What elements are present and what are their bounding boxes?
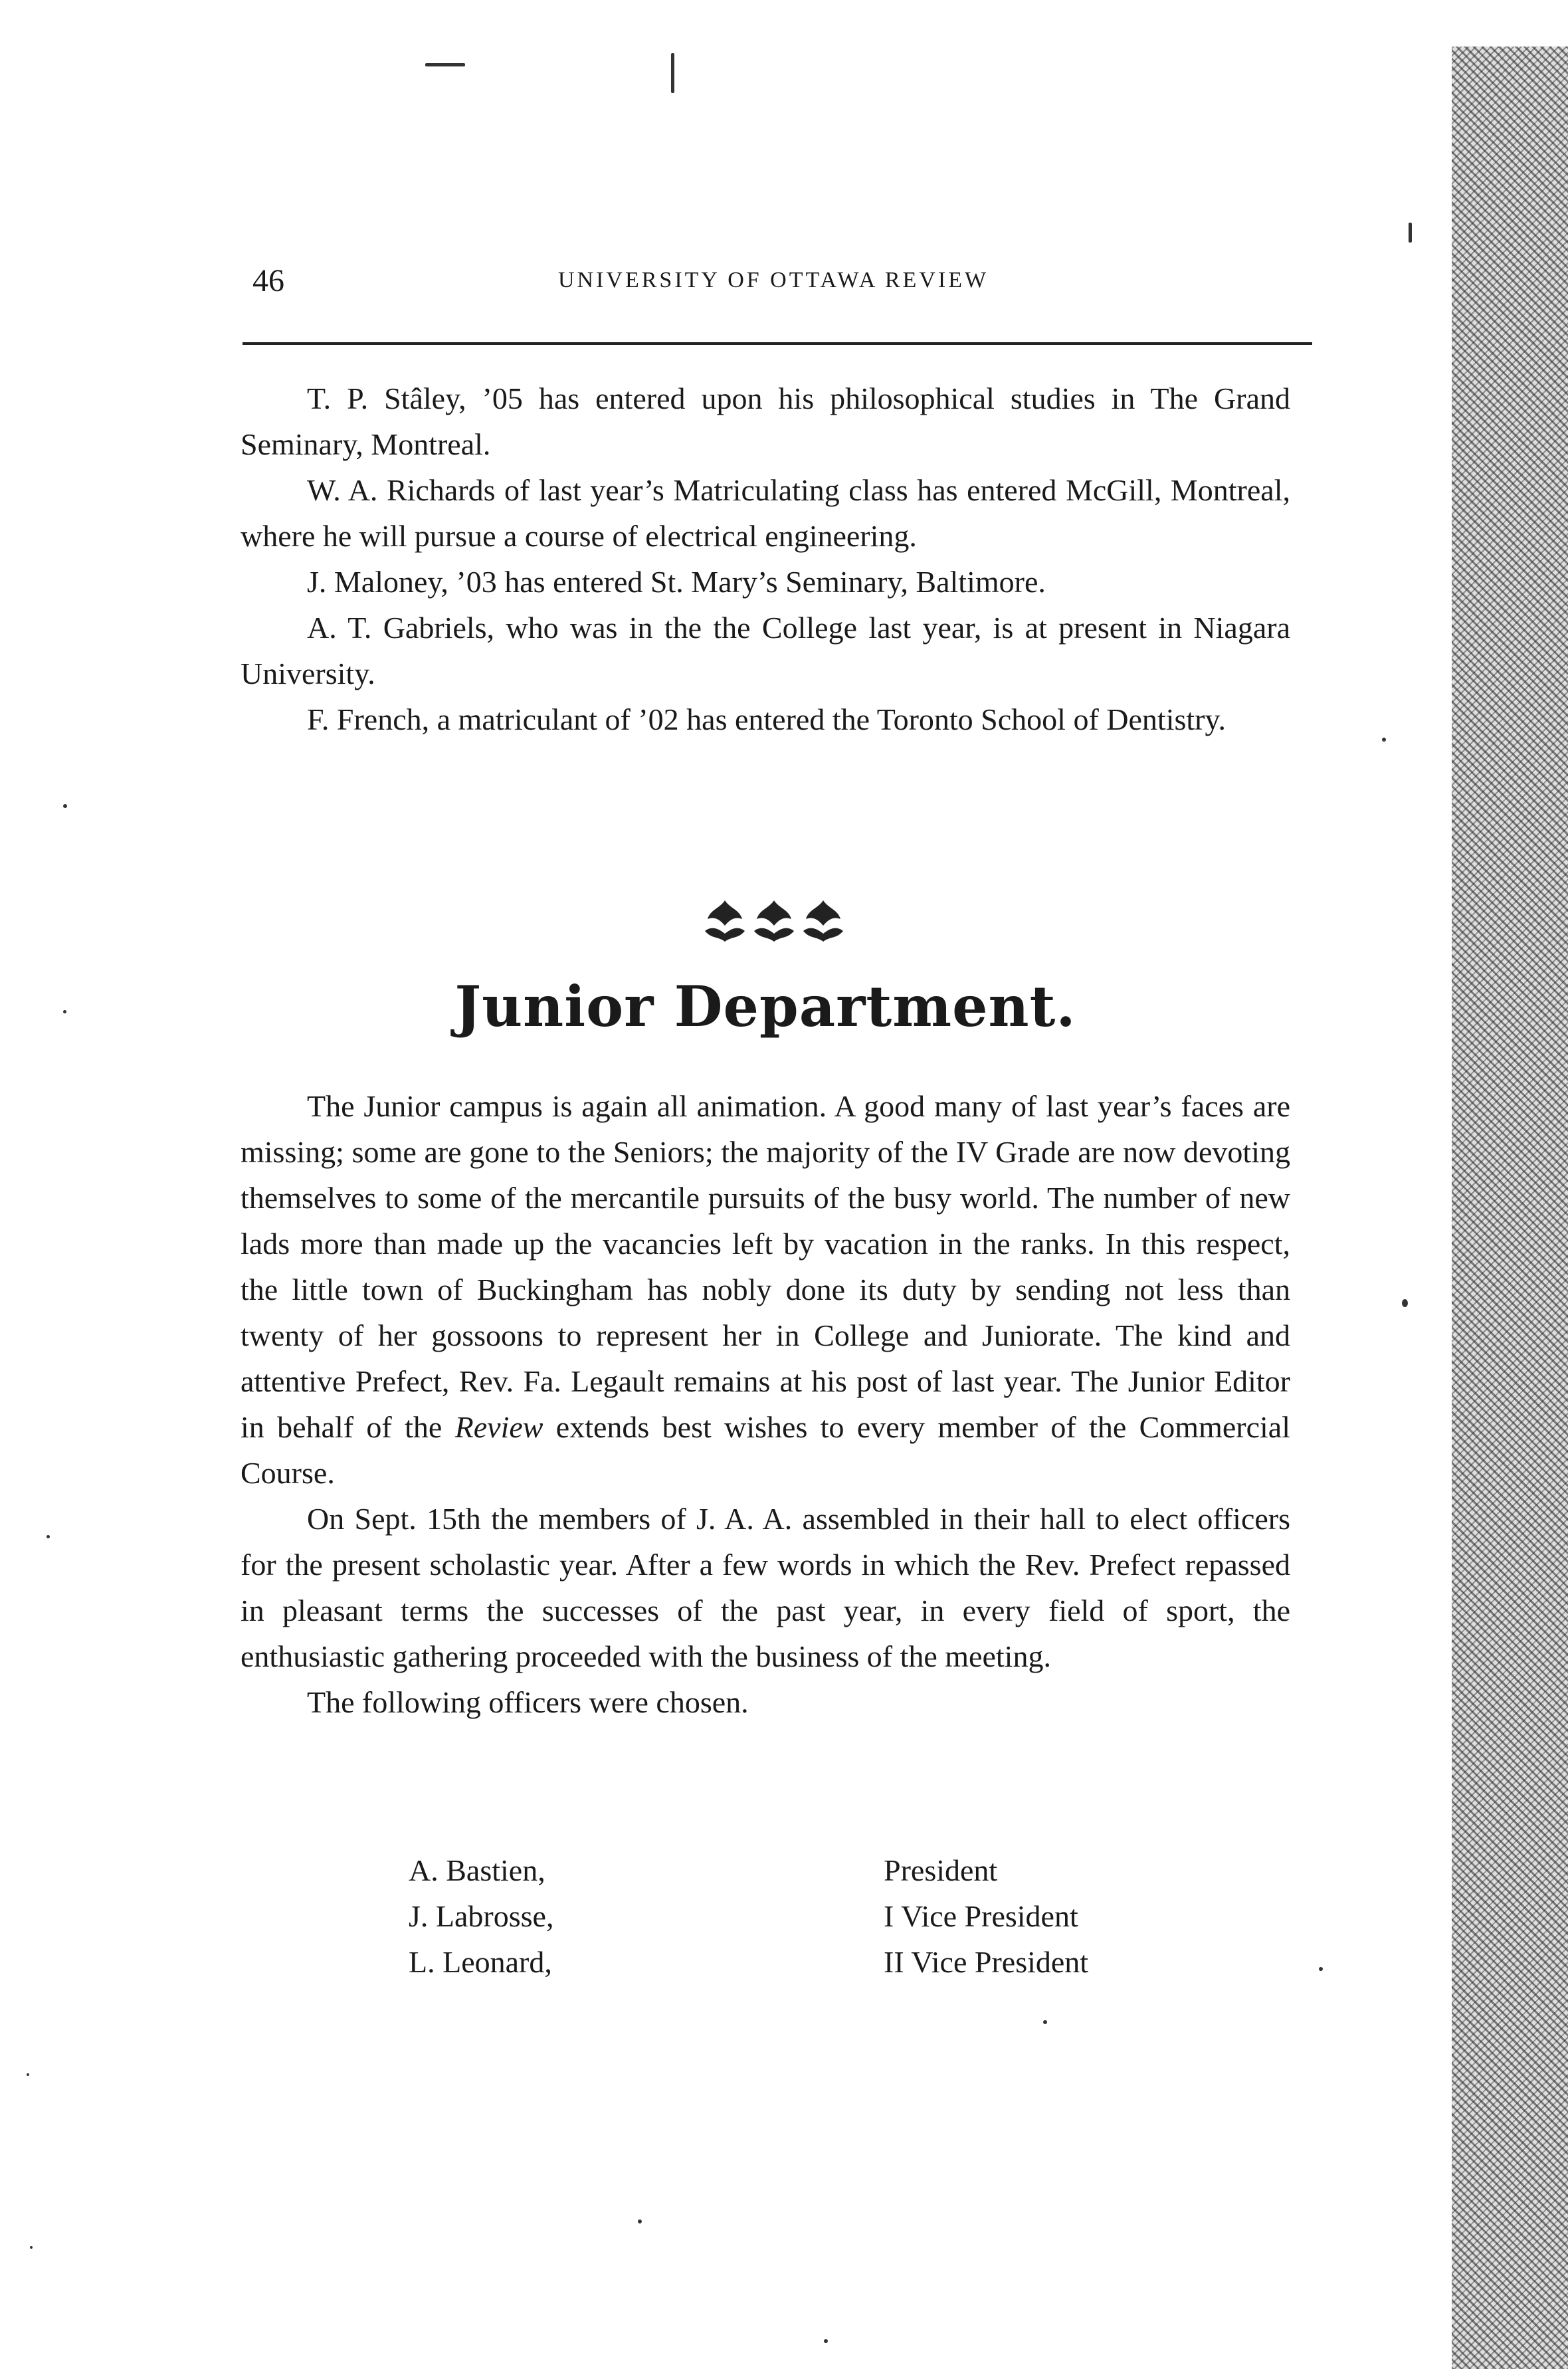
scan-speck: [1319, 1967, 1323, 1971]
running-header: [252, 262, 1309, 302]
scan-speck: [824, 2339, 828, 2343]
fleuron-ornament-icon: [705, 900, 745, 942]
officer-office: I Vice President: [884, 1899, 1078, 1933]
officer-name: J. Labrosse,: [409, 1899, 554, 1933]
page-edge-border: [1452, 47, 1568, 2369]
alumni-note: J. Maloney, ’03 has entered St. Mary’s Seminary, Baltimore.: [307, 565, 1046, 599]
scan-speck: [638, 2219, 642, 2223]
scan-speck: [1382, 738, 1386, 742]
running-head: UNIVERSITY OF OTTAWA REVIEW: [558, 268, 989, 292]
officer-office: II Vice President: [884, 1945, 1089, 1979]
header-rule: [243, 342, 1312, 345]
body-text: The Junior campus is again all animation. A good many of last year’s faces are missing; some are gone to the Seniors; the majority of the IV Grade are now devoting themselves to some of the mercantile pursuits of the busy world. The number of new lads more than made up the vacancies left by vacation in the ranks. In this respect, the little town of Buckingham has nobly done its duty by sending not less than twenty of her gossoons to represent her in College and Juniorate. The kind and attentive Prefect, Rev. Fa. Legault remains at his post of last year. The Junior Editor in behalf of the: [241, 1089, 1290, 1444]
review-title: Review: [454, 1410, 543, 1444]
scan-speck: [1402, 1299, 1408, 1307]
scan-speck: [63, 804, 67, 808]
scan-speck: [63, 1010, 66, 1013]
scan-speck: [1043, 2020, 1047, 2024]
officer-row: [409, 1847, 1088, 1893]
section-title: Junior Department.: [454, 974, 1076, 1039]
officer-row: [409, 1939, 1088, 1985]
fleuron-ornament-icon: [701, 894, 847, 947]
body-paragraph: On Sept. 15th the members of J. A. A. assembled in their hall to elect officers for the present scholastic year. After a few words in which the Rev. Prefect repassed in pleasant terms the successes of the past year, in every field of sport, the enthusiastic gathering proceeded with the business of the meeting.: [241, 1502, 1290, 1673]
scan-speck: [27, 2073, 29, 2076]
page-number: 46: [252, 263, 284, 298]
officers-list: [409, 1847, 1088, 1985]
alumni-note: F. French, a matriculant of ’02 has entered the Toronto School of Dentistry.: [307, 702, 1226, 736]
fleuron-ornament-icon: [754, 900, 794, 942]
officer-row: [409, 1893, 1088, 1939]
alumni-note: W. A. Richards of last year’s Matriculating class has entered McGill, Montreal, where he will pursue a course of electrical engineering.: [241, 473, 1290, 553]
body-text: extends best wishes to every member of the Commercial Course.: [241, 1410, 1290, 1490]
alumni-notes: [241, 375, 1290, 742]
officer-name: L. Leonard,: [409, 1945, 552, 1979]
scan-speck: [30, 2246, 33, 2249]
body-paragraph: [241, 1083, 1290, 1496]
officer-name: A. Bastien,: [409, 1853, 545, 1887]
officer-office: President: [884, 1853, 998, 1887]
alumni-note: A. T. Gabriels, who was in the the College last year, is at present in Niagara University.: [241, 611, 1290, 690]
scan-speck: [671, 53, 674, 93]
junior-department-body: [241, 1083, 1290, 1725]
body-paragraph: The following officers were chosen.: [307, 1685, 749, 1719]
fleuron-ornament-icon: [803, 900, 843, 942]
scan-speck: [47, 1535, 50, 1538]
alumni-note: T. P. Stâley, ’05 has entered upon his philosophical studies in The Grand Seminary, Montreal.: [241, 381, 1290, 461]
scan-speck: [1409, 223, 1412, 243]
scan-speck: [425, 63, 465, 66]
